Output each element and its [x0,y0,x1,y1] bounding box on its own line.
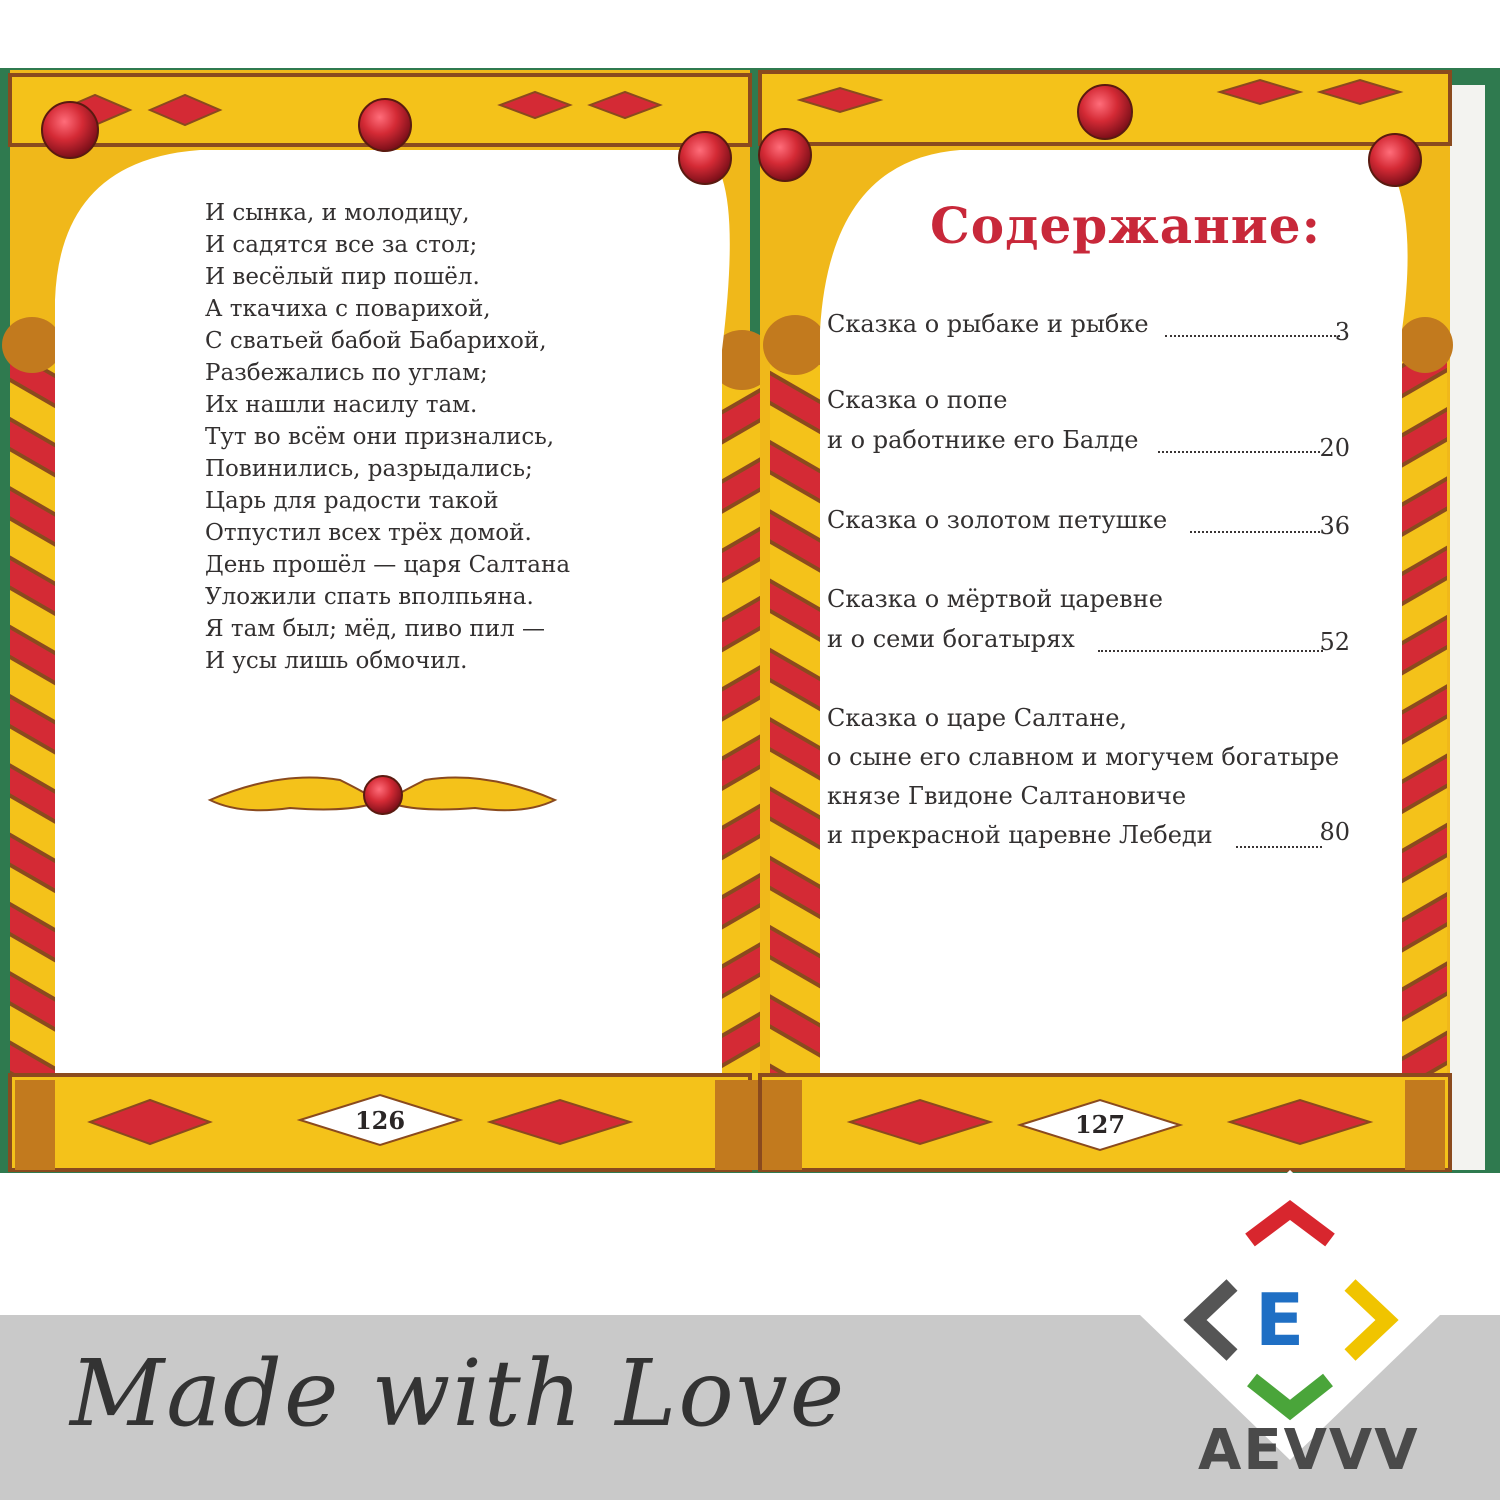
toc-entry-line: Сказка о мёртвой царевне [827,585,1163,613]
toc-page-number: 3 [1334,318,1350,346]
poem-line: И весёлый пир пошёл. [205,264,480,290]
toc-leader-dots [1158,449,1320,453]
toc-title: Содержание: [930,196,1322,255]
toc-entry-line: Сказка о царе Салтане, [827,704,1128,732]
toc-entry-line: о сыне его славном и могучем богатыре [827,743,1340,771]
toc-entry-line: князе Гвидоне Салтановиче [827,782,1187,810]
poem-line: Тут во всём они признались, [205,424,555,450]
toc-entry-line: Сказка о рыбаке и рыбке [827,310,1149,338]
toc-page-number: 20 [1319,434,1350,462]
poem-line: Отпустил всех трёх домой. [205,520,532,546]
toc-leader-dots [1236,844,1322,848]
toc-entry-line: и о работнике его Балде [827,426,1139,454]
toc-page-number: 36 [1319,512,1350,540]
brand-name: AEVVV [1198,1418,1420,1483]
poem-line: С сватьей бабой Бабарихой, [205,328,547,354]
poem-line: Повинились, разрыдались; [205,456,533,482]
poem-line: И сынка, и молодицу, [205,200,470,226]
toc-leader-dots [1098,648,1323,652]
toc-entry-line: и прекрасной царевне Лебеди [827,821,1213,849]
page-edge [1445,85,1485,1170]
logo-letter: E [1255,1278,1305,1362]
poem-line: Я там был; мёд, пиво пил — [205,616,545,642]
page-number-right: 127 [1074,1110,1126,1139]
toc-entry-line: Сказка о золотом петушке [827,506,1168,534]
poem-line: И усы лишь обмочил. [205,648,468,674]
toc-leader-dots [1165,333,1340,337]
page-number-left: 126 [354,1106,406,1135]
toc-page-number: 80 [1319,818,1350,846]
poem-line: А ткачиха с поварихой, [205,296,491,322]
left-column-outer [10,330,55,1090]
poem-line: Их нашли насилу там. [205,392,478,418]
poem-line: Царь для радости такой [205,488,499,514]
toc-page-number: 52 [1319,628,1350,656]
toc-leader-dots [1190,529,1320,533]
toc-entry-line: Сказка о попе [827,386,1008,414]
tagline-script: Made with Love [70,1340,847,1447]
poem-line: И садятся все за стол; [205,232,478,258]
left-column-inner [718,380,766,1090]
poem-line: День прошёл — царя Салтана [205,552,571,578]
poem-line: Разбежались по углам; [205,360,488,386]
poem-line: Уложили спать вполпьяна. [205,584,534,610]
toc-entry-line: и о семи богатырях [827,625,1075,653]
right-column-outer [1402,330,1447,1090]
right-column-inner [770,360,820,1090]
